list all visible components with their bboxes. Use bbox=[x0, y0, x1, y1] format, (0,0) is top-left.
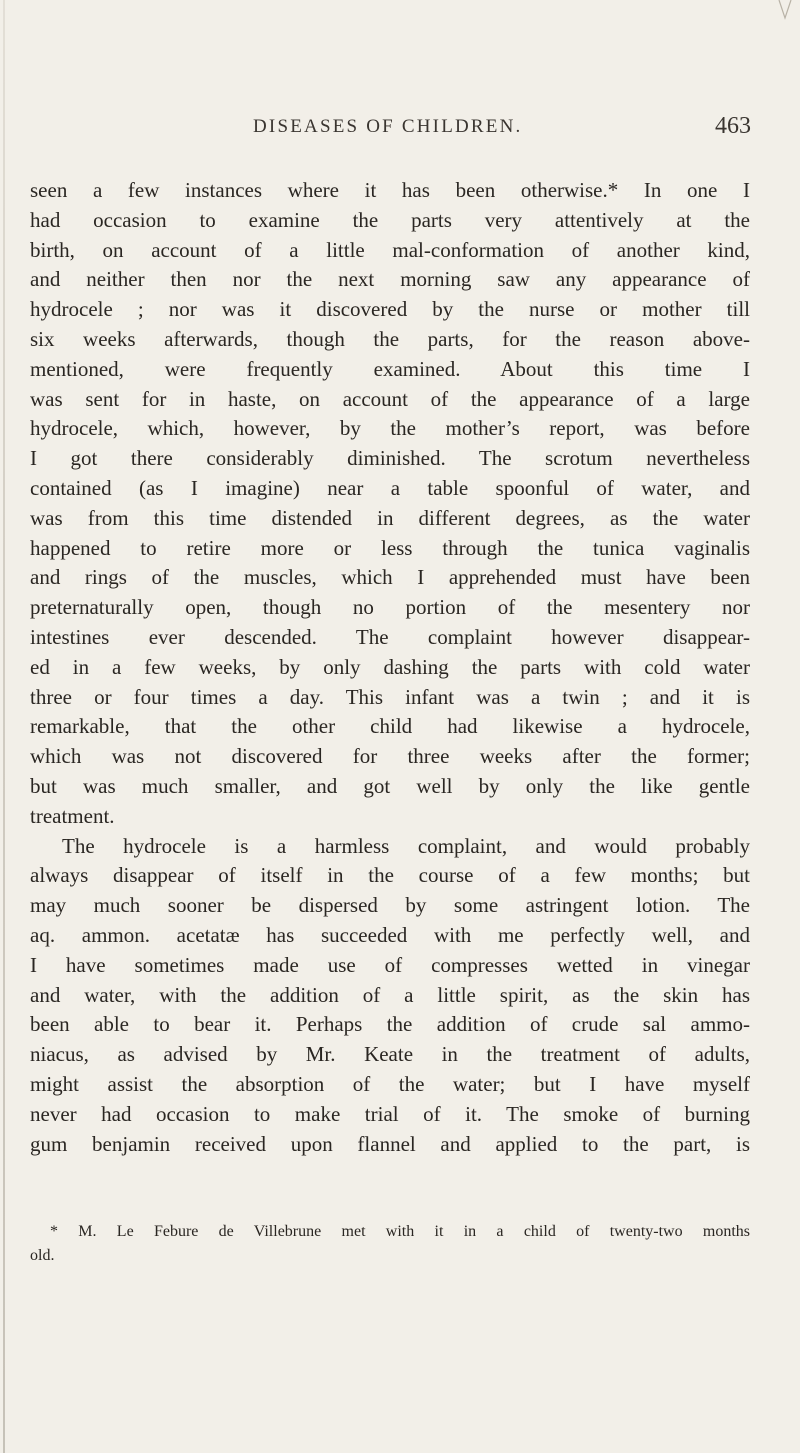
text-line: I have sometimes made use of compresses wetted in vinegar bbox=[30, 952, 750, 977]
running-head bbox=[0, 113, 800, 146]
text-line: and rings of the muscles, which I apprehended must have been bbox=[30, 565, 750, 590]
text-line: three or four times a day. This infant was a twin ; and it is bbox=[30, 684, 750, 709]
text-line-paragraph-end: treatment. bbox=[30, 803, 115, 828]
text-line: contained (as I imagine) near a table spoonful of water, and bbox=[30, 475, 750, 500]
text-line: and water, with the addition of a little spirit, as the skin has bbox=[30, 982, 750, 1007]
text-line: might assist the absorption of the water; but I have myself bbox=[30, 1071, 750, 1096]
text-line: seen a few instances where it has been otherwise.* In one I bbox=[30, 178, 750, 202]
footnote-line: * M. Le Febure de Villebrune met with it in a child of twenty-two months bbox=[50, 1223, 750, 1240]
page-number: 463 bbox=[715, 113, 751, 139]
footnote bbox=[30, 1220, 750, 1268]
footnote-line: old. bbox=[30, 1247, 55, 1264]
text-line: never had occasion to make trial of it. The smoke of burning bbox=[30, 1101, 750, 1126]
page-corner-mark bbox=[778, 0, 792, 34]
text-line: birth, on account of a little mal-conformation of another kind, bbox=[30, 237, 750, 262]
text-line: may much sooner be dispersed by some astringent lotion. The bbox=[30, 893, 750, 918]
text-line: always disappear of itself in the course of a few months; but bbox=[30, 863, 750, 888]
text-line: intestines ever descended. The complaint however disappear- bbox=[30, 624, 750, 649]
text-line: gum benjamin received upon flannel and applied to the part, is bbox=[30, 1131, 750, 1156]
text-line: happened to retire more or less through the tunica vaginalis bbox=[30, 535, 750, 560]
text-line: hydrocele, which, however, by the mother’s report, was before bbox=[30, 416, 750, 441]
text-line: remarkable, that the other child had likewise a hydrocele, bbox=[30, 714, 750, 739]
text-line: six weeks afterwards, though the parts, for the reason above- bbox=[30, 326, 750, 351]
text-line: which was not discovered for three weeks after the former; bbox=[30, 744, 750, 769]
text-line: aq. ammon. acetatæ has succeeded with me perfectly well, and bbox=[30, 922, 750, 947]
text-line-paragraph-start: The hydrocele is a harmless complaint, and would probably bbox=[62, 833, 750, 858]
text-line: ed in a few weeks, by only dashing the parts with cold water bbox=[30, 654, 750, 679]
body-text bbox=[30, 176, 750, 1159]
text-line: mentioned, were frequently examined. About this time I bbox=[30, 356, 750, 381]
text-line: hydrocele ; nor was it discovered by the nurse or mother till bbox=[30, 297, 750, 322]
binding-edge bbox=[3, 0, 5, 1453]
text-line: was sent for in haste, on account of the appearance of a large bbox=[30, 386, 750, 411]
text-line: was from this time distended in different degrees, as the water bbox=[30, 505, 750, 530]
text-line: niacus, as advised by Mr. Keate in the treatment of adults, bbox=[30, 1042, 750, 1067]
running-title: DISEASES OF CHILDREN. bbox=[253, 116, 523, 137]
text-line: and neither then nor the next morning saw any appearance of bbox=[30, 267, 750, 292]
text-line: been able to bear it. Perhaps the addition of crude sal ammo- bbox=[30, 1012, 750, 1037]
text-line: but was much smaller, and got well by only the like gentle bbox=[30, 773, 750, 798]
text-line: had occasion to examine the parts very attentively at the bbox=[30, 207, 750, 232]
text-line: I got there considerably diminished. The scrotum nevertheless bbox=[30, 446, 750, 471]
text-line: preternaturally open, though no portion of the mesentery nor bbox=[30, 595, 750, 620]
